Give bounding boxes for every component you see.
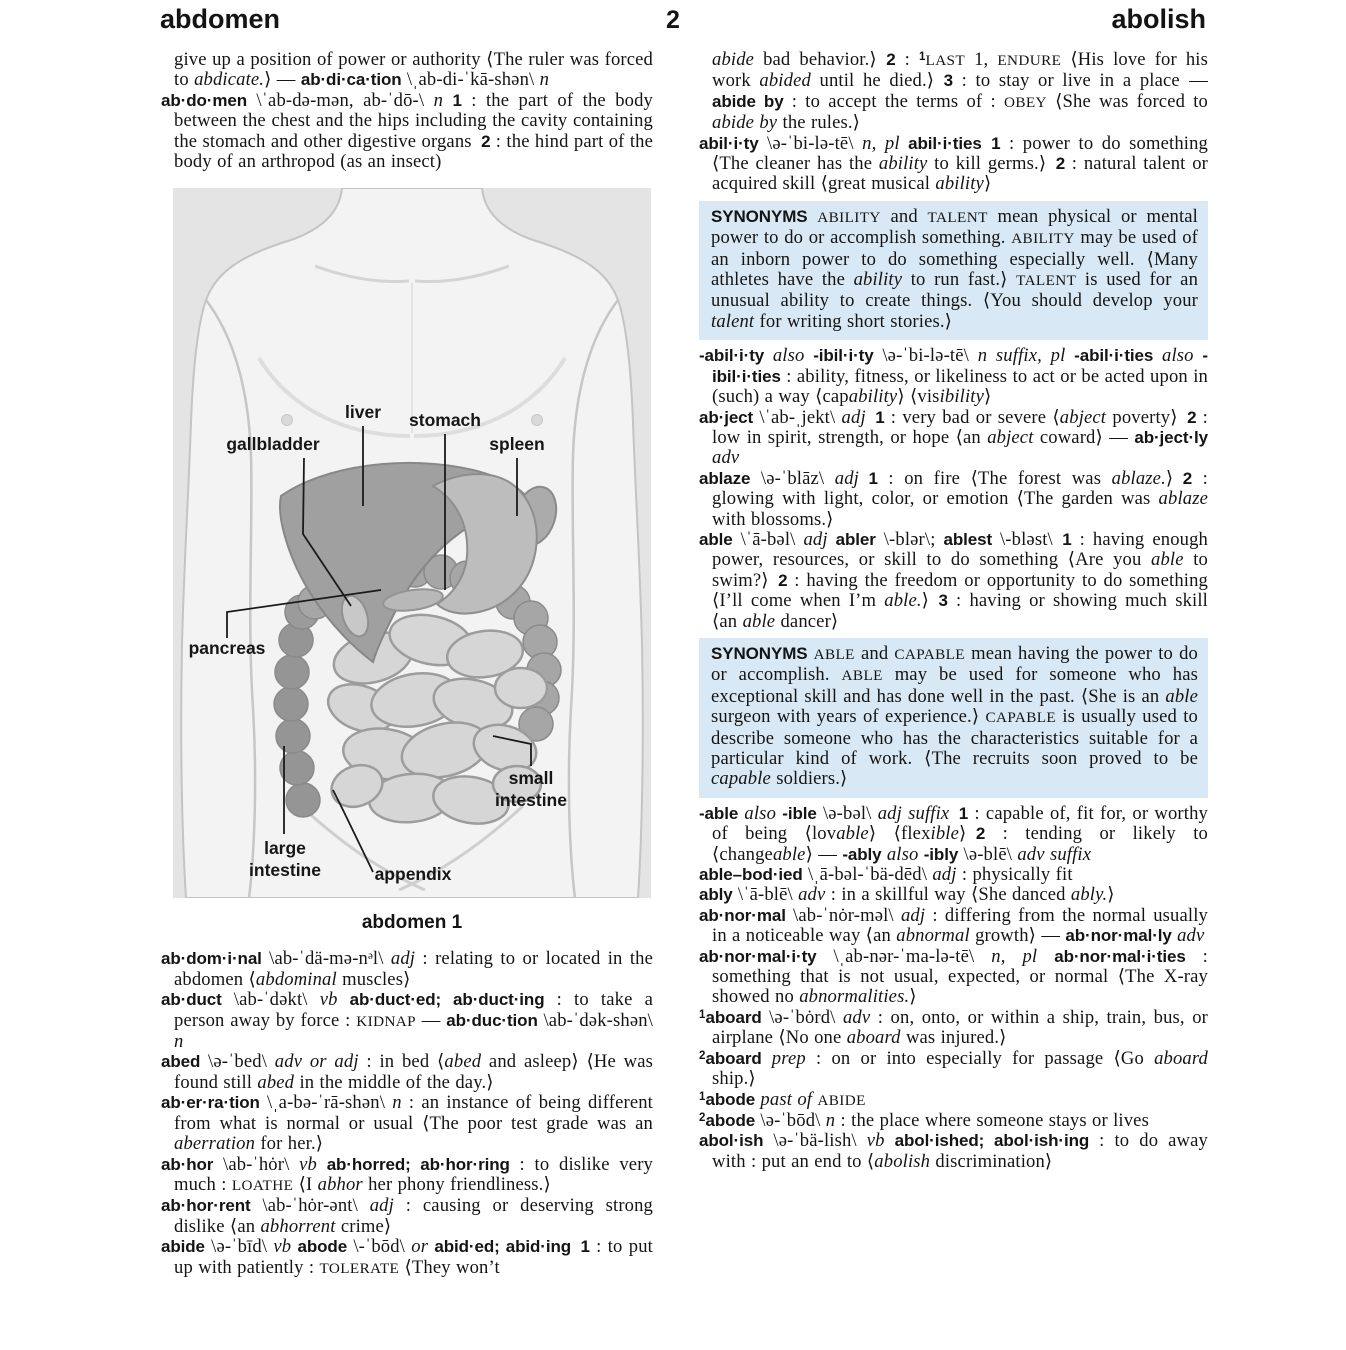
dictionary-entry: $^2$abode \ə-ˈbōd\ n : the place where someone stays or lives: [699, 1109, 1149, 1131]
label-large-intestine-1: large: [264, 838, 306, 859]
synonyms-box: [699, 638, 1208, 798]
label-gallbladder: gallbladder: [226, 434, 320, 455]
label-appendix: appendix: [374, 864, 452, 885]
left-entries-bottom: [161, 949, 653, 1279]
dictionary-entry: ab·nor·mal·i·ty \ˌab-nər-ˈma-lə-tē\ n, pl ab·nor·mal·i·ties : something that is not usual, expected, or normal ⟨The X-ray showed no abnormalities.⟩: [699, 945, 1208, 1008]
left-entries-top: [161, 50, 653, 172]
guide-word-left: abdomen: [160, 4, 281, 34]
dictionary-entry: ablaze \ə-ˈblāz\ adj 1 : on fire ⟨The forest was ablaze.⟩ 2 : glowing with light, color, or emotion ⟨The garden was ablaze with blossoms.⟩: [699, 467, 1208, 530]
label-small-intestine-1: small: [508, 768, 554, 789]
label-large-intestine-2: intestine: [249, 860, 321, 881]
dictionary-entry: $^1$aboard \ə-ˈbȯrd\ adv : on, onto, or within a ship, train, bus, or airplane ⟨No one aboard was injured.⟩: [699, 1006, 1208, 1049]
dictionary-entry: $^1$abode past of ABIDE: [699, 1088, 866, 1110]
dictionary-entry: ab·nor·mal \ab-ˈnȯr-məl\ adj : differing from the normal usually in a noticeable way ⟨an abnormal growth⟩ — ab·nor·mal·ly adv: [699, 904, 1208, 947]
left-column: [161, 50, 653, 1279]
dictionary-entry: ab·hor \ab-ˈhȯr\ vb ab·horred; ab·hor·ring : to dislike very much : LOATHE ⟨I abhor her phony friendliness.⟩: [161, 1153, 653, 1195]
abdomen-illustration: [173, 188, 651, 898]
dictionary-page: [0, 4, 1346, 1350]
label-pancreas: pancreas: [188, 638, 266, 659]
dictionary-entry: ab·hor·rent \ab-ˈhȯr-ənt\ adj : causing or deserving strong dislike ⟨an abhorrent crime⟩: [161, 1195, 653, 1237]
figure-caption: abdomen 1: [361, 912, 463, 934]
dictionary-entry: ab·ject \ˈab-ˌjekt\ adj 1 : very bad or severe ⟨abject poverty⟩ 2 : low in spirit, strength, or hope ⟨an abject coward⟩ — ab·ject·ly adv: [699, 406, 1208, 469]
dictionary-entry: abed \ə-ˈbed\ adv or adj : in bed ⟨abed and asleep⟩ ⟨He was found still abed in the middle of the day.⟩: [161, 1051, 653, 1093]
page-header: [0, 4, 1346, 40]
dictionary-entry: ab·er·ra·tion \ˌa-bə-ˈrā-shən\ n : an instance of being different from what is normal or usual ⟨The poor test grade was an aberration for her.⟩: [161, 1092, 653, 1155]
dictionary-entry: -abil·i·ty also -ibil·i·ty \ə-ˈbi-lə-tē\ n suffix, pl -abil·i·ties also -ibil·i·ties : ability, fitness, or likeliness to act or be acted upon in (such) a way ⟨capability⟩ ⟨visibility⟩: [699, 345, 1208, 408]
synonyms-paragraph: SYNONYMS ABILITY and TALENT mean physical or mental power to do or accomplish something. ABILITY may be used of an inborn power to do something especially well. ⟨Many athletes have the ability to run fast.⟩ TALENT is used for an unusual ability to create things. ⟨You should develop your talent for writing short stories.⟩: [711, 205, 1199, 332]
right-column: [699, 50, 1208, 1279]
dictionary-entry: ab·do·men \ˈab-də-mən, ab-ˈdō-\ n 1 : the part of the body between the chest and the hips including the cavity containing the stomach and other digestive organs 2 : the hind part of the body of an arthropod (as an insect): [161, 89, 653, 173]
dictionary-entry: -able also -ible \ə-bəl\ adj suffix 1 : capable of, fit for, or worthy of being ⟨lovable⟩ ⟨flexible⟩ 2 : tending or likely to ⟨changeable⟩ — -ably also -ibly \ə-blē\ adv suffix: [699, 802, 1208, 865]
dictionary-entry: ab·duct \ab-ˈdəkt\ vb ab·duct·ed; ab·duct·ing : to take a person away by force : KIDNAP — ab·duc·tion \ab-ˈdək-shən\ n: [161, 989, 653, 1053]
left-nipple: [282, 415, 293, 426]
page-number: 2: [666, 6, 680, 34]
dictionary-entry: ably \ˈā-blē\ adv : in a skillful way ⟨She danced ably.⟩: [699, 884, 1115, 906]
label-stomach: stomach: [409, 410, 481, 431]
synonyms-paragraph: SYNONYMS ABLE and CAPABLE mean having the power to do or accomplish. ABLE may be used for someone who has exceptional skill and has done well in the past. ⟨She is an able surgeon with years of experience.⟩ CAPABLE is usually used to describe someone who has the characteristics suitable for a particular kind of work. ⟨The recruits soon proved to be capable soldiers.⟩: [711, 642, 1199, 790]
synonyms-box: [699, 201, 1208, 340]
label-liver: liver: [345, 402, 381, 423]
two-column-text: [161, 50, 1208, 1279]
label-small-intestine-2: intestine: [495, 790, 567, 811]
label-spleen: spleen: [489, 434, 545, 455]
guide-word-right: abolish: [1111, 4, 1206, 34]
right-nipple: [532, 415, 543, 426]
dictionary-entry: able \ˈā-bəl\ adj abler \-blər\; ablest \-bləst\ 1 : having enough power, resources, or skill to do something ⟨Are you able to swim?⟩ 2 : having the freedom or opportunity to do something ⟨I’ll come when I’m able.⟩ 3 : having or showing much skill ⟨an able dancer⟩: [699, 528, 1208, 632]
right-entries: [699, 50, 1208, 1172]
dictionary-entry: give up a position of power or authority ⟨The ruler was forced to abdicate.⟩ — ab·di·ca·tion \ˌab-di-ˈkā-shən\ n: [174, 49, 653, 91]
dictionary-entry: ab·dom·i·nal \ab-ˈdä-mə-nᵊl\ adj : relating to or located in the abdomen ⟨abdominal muscles⟩: [161, 948, 653, 990]
dictionary-entry: abide bad behavior.⟩ 2 : $^1$LAST 1, ENDURE ⟨His love for his work abided until he died.⟩ 3 : to stay or live in a place — abide by : to accept the terms of : OBEY ⟨She was forced to abide by the rules.⟩: [712, 49, 1209, 134]
dictionary-entry: able–bod·ied \ˌā-bəl-ˈbä-dēd\ adj : physically fit: [699, 864, 1073, 886]
dictionary-entry: abil·i·ty \ə-ˈbi-lə-tē\ n, pl abil·i·ties 1 : power to do something ⟨The cleaner has the ability to kill germs.⟩ 2 : natural talent or acquired skill ⟨great musical ability⟩: [699, 132, 1209, 195]
dictionary-entry: abide \ə-ˈbīd\ vb abode \-ˈbōd\ or abid·ed; abid·ing 1 : to put up with patiently : TOLERATE ⟨They won’t: [161, 1236, 653, 1278]
dictionary-entry: $^2$aboard prep : on or into especially for passage ⟨Go aboard ship.⟩: [699, 1047, 1208, 1090]
abdomen-figure: [173, 188, 651, 903]
dictionary-entry: abol·ish \ə-ˈbä-lish\ vb abol·ished; abol·ish·ing : to do away with : put an end to ⟨abolish discrimination⟩: [699, 1130, 1208, 1172]
